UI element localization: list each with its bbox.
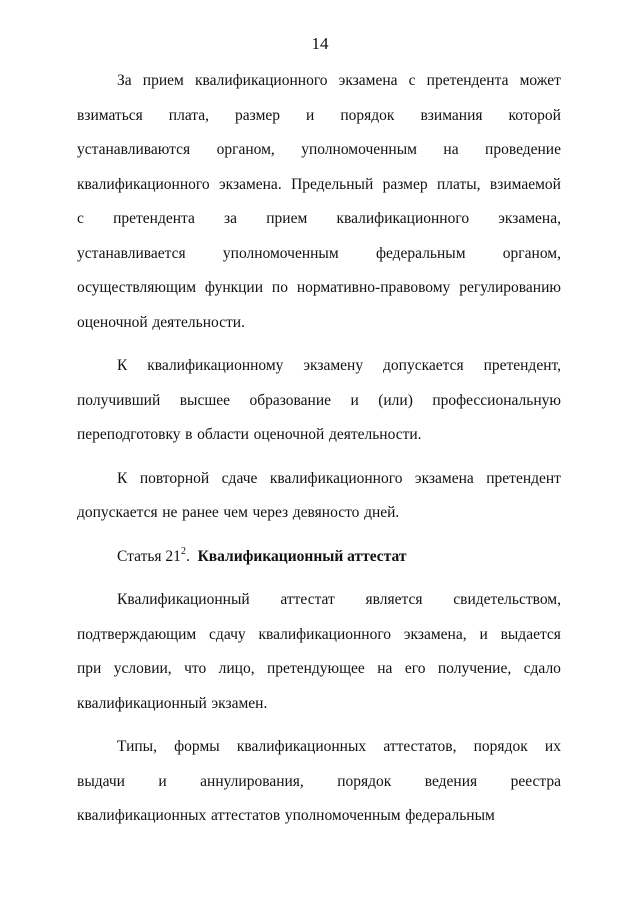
- word: экзамен.: [211, 694, 268, 712]
- word: не: [162, 504, 178, 521]
- text-line: [77, 384, 561, 419]
- word: квалификационных: [77, 807, 207, 824]
- word: образование: [249, 391, 331, 409]
- text-line: [77, 799, 561, 834]
- word: и: [350, 391, 359, 409]
- text-line: [77, 133, 561, 168]
- word: экзамена: [414, 469, 474, 487]
- word: высшее: [179, 391, 231, 409]
- word: девяносто: [292, 504, 360, 521]
- word: Предельный: [291, 175, 374, 193]
- word: квалификационных: [236, 738, 367, 755]
- article-superscript: 2: [180, 545, 186, 557]
- word: свидетельством,: [453, 591, 561, 608]
- word: взиматься: [77, 106, 143, 124]
- word: ранее: [182, 504, 219, 521]
- paragraph: [77, 583, 561, 721]
- word: за: [224, 210, 238, 227]
- document-body: [77, 64, 561, 843]
- word: формы: [174, 738, 220, 755]
- word: претендента: [426, 72, 509, 89]
- word: претендент,: [483, 357, 561, 374]
- text-line: [77, 306, 561, 341]
- word: квалификационного: [258, 625, 392, 643]
- word: может: [519, 72, 561, 89]
- word: с: [77, 210, 84, 227]
- paragraphs-before-article: [77, 64, 561, 540]
- word: условии,: [113, 660, 172, 677]
- word: переподготовку: [77, 426, 181, 443]
- word: регулированию: [459, 279, 561, 296]
- word: лицо,: [218, 660, 255, 677]
- text-line: [77, 418, 561, 453]
- word: функции: [204, 279, 264, 296]
- text-line: [77, 99, 561, 134]
- word: Квалификационный: [117, 591, 250, 608]
- word: претендент: [486, 469, 561, 487]
- word: порядок: [337, 772, 392, 790]
- paragraph: [77, 64, 561, 340]
- word: квалификационного: [269, 469, 403, 487]
- word: их: [544, 738, 561, 755]
- text-line: [77, 652, 561, 687]
- word: прием: [266, 210, 308, 227]
- word: уполномоченным: [284, 807, 401, 824]
- word: ведения: [424, 772, 478, 790]
- word: деятельности.: [328, 426, 422, 443]
- article-heading: [77, 540, 561, 575]
- word: экзамена.: [218, 175, 282, 193]
- paragraph: [77, 349, 561, 453]
- word: его: [404, 660, 426, 677]
- text-line: [77, 349, 561, 384]
- text-line: [77, 237, 561, 272]
- word: органом,: [216, 141, 275, 158]
- word: и: [158, 772, 167, 790]
- word: экзамена,: [498, 210, 561, 227]
- word: устанавливаются: [77, 141, 191, 158]
- word: оценочной: [77, 313, 148, 331]
- word: на: [377, 660, 393, 677]
- paragraph: [77, 462, 561, 531]
- word: при: [77, 660, 102, 677]
- word: (или): [378, 391, 413, 409]
- word: и: [479, 625, 488, 643]
- word: через: [252, 504, 289, 521]
- text-line: [77, 687, 561, 722]
- text-line: [77, 730, 561, 765]
- word: является: [365, 591, 423, 608]
- word: по: [271, 279, 288, 296]
- word: чем: [223, 504, 248, 521]
- word: размер: [382, 175, 428, 193]
- word: получение,: [437, 660, 512, 677]
- text-line: [77, 202, 561, 237]
- word: уполномоченным: [222, 244, 339, 262]
- word: квалификационного: [194, 72, 328, 89]
- word: реестра: [510, 772, 561, 790]
- word: федеральным: [375, 244, 466, 262]
- text-line: [77, 496, 561, 531]
- word: квалификационному: [147, 357, 284, 374]
- word: подтверждающим: [77, 625, 197, 643]
- word: выдается: [500, 625, 561, 643]
- word: осуществляющим: [77, 279, 197, 296]
- word: аттестатов,: [383, 738, 457, 755]
- word: взимаемой: [489, 175, 561, 193]
- word: порядок: [473, 738, 528, 755]
- text-line: [77, 462, 561, 497]
- word: повторной: [139, 469, 210, 487]
- text-line: [77, 271, 561, 306]
- word: допускается: [77, 504, 158, 521]
- word: квалификационного: [77, 175, 210, 193]
- word: на: [443, 141, 459, 158]
- word: допускается: [383, 357, 464, 374]
- word: сдало: [523, 660, 561, 677]
- word: экзамена,: [403, 625, 467, 643]
- word: уполномоченным: [301, 141, 417, 158]
- word: размер: [235, 106, 281, 124]
- article-number: Статья 21: [117, 547, 181, 565]
- word: устанавливается: [77, 244, 186, 262]
- word: которой: [508, 106, 561, 124]
- word: в: [185, 426, 193, 443]
- article-title: Квалификационный аттестат: [197, 547, 407, 565]
- word: аттестат: [280, 591, 335, 608]
- word: аттестатов: [210, 807, 281, 824]
- word: К: [117, 357, 128, 374]
- paragraph: [77, 730, 561, 834]
- text-line: [77, 583, 561, 618]
- text-line: [77, 64, 561, 99]
- word: получивший: [77, 391, 161, 409]
- word: органом,: [502, 244, 561, 262]
- word: что: [184, 660, 207, 677]
- word: экзамена: [338, 72, 398, 89]
- word: экзамену: [303, 357, 364, 374]
- word: сдаче: [221, 469, 258, 487]
- word: За: [117, 72, 132, 89]
- word: претендента: [113, 210, 195, 227]
- word: проведение: [485, 141, 561, 158]
- word: выдачи: [77, 772, 125, 790]
- word: федеральным: [405, 807, 495, 824]
- word: претендующее: [267, 660, 365, 677]
- word: оценочной: [253, 426, 325, 443]
- word: порядок: [340, 106, 395, 124]
- word: К: [117, 469, 128, 487]
- word: области: [197, 426, 249, 443]
- word: и: [306, 106, 315, 124]
- paragraphs-after-article: [77, 583, 561, 843]
- word: нормативно-правовому: [296, 279, 451, 296]
- article-number-dot: .: [185, 547, 190, 565]
- word: прием: [142, 72, 184, 89]
- word: сдачу: [209, 625, 246, 643]
- word: аннулирования,: [200, 772, 304, 790]
- word: платы,: [436, 175, 481, 193]
- text-line: [77, 618, 561, 653]
- word: плата,: [168, 106, 210, 124]
- word: деятельности.: [152, 313, 245, 331]
- word: квалификационный: [77, 694, 207, 712]
- word: квалификационного: [336, 210, 470, 227]
- word: профессиональную: [432, 391, 561, 409]
- word: с: [408, 72, 416, 89]
- text-line: [77, 168, 561, 203]
- text-line: [77, 765, 561, 800]
- word: взимания: [420, 106, 483, 124]
- page-number: 14: [311, 34, 329, 53]
- word: Типы,: [117, 738, 157, 755]
- word: дней.: [364, 504, 400, 521]
